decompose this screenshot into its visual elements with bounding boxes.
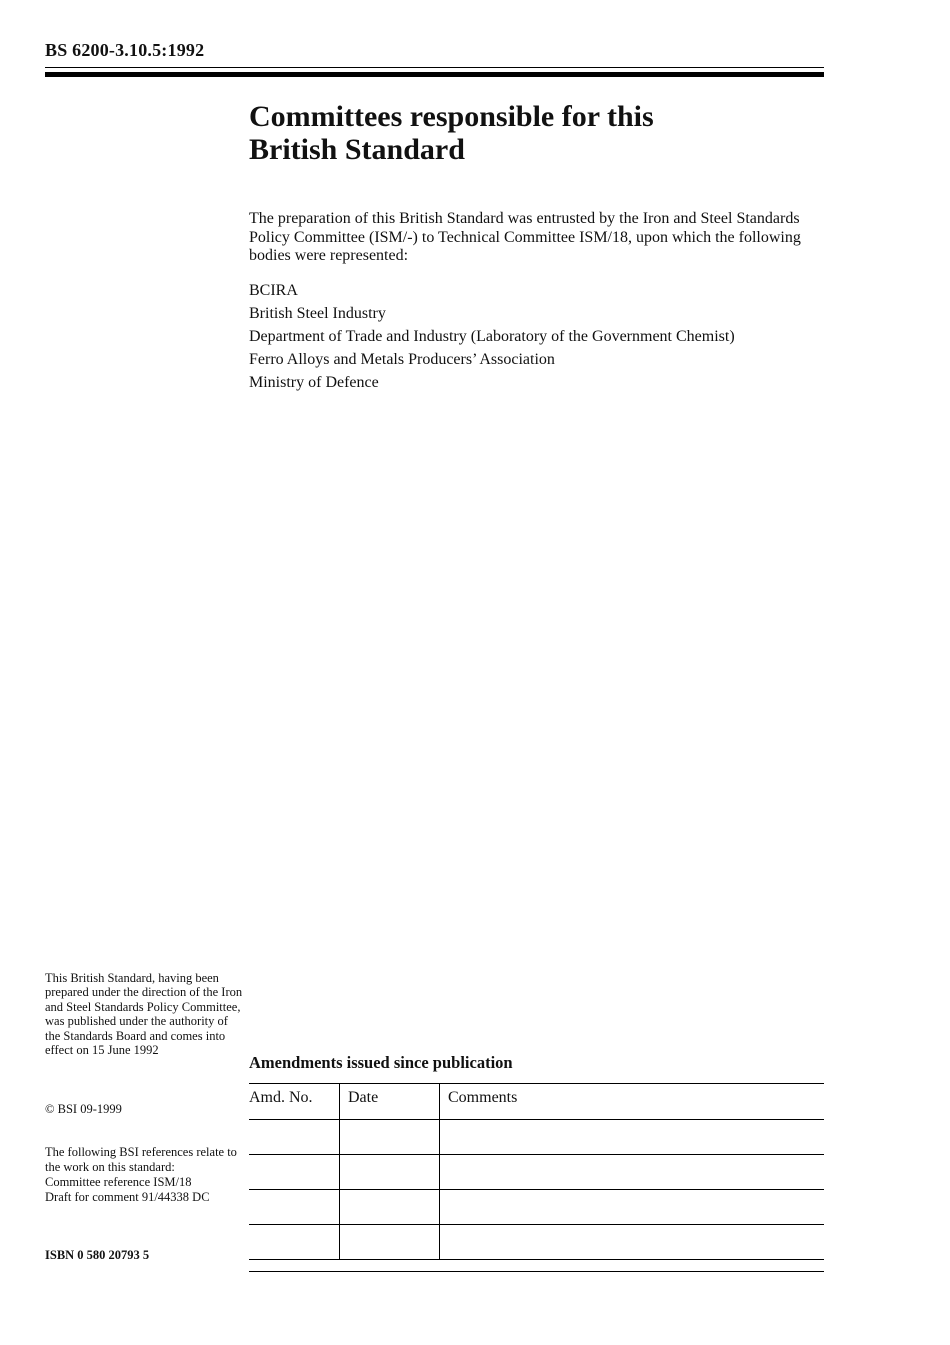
column-header-amd-no: Amd. No. [249,1084,340,1120]
amendments-table [249,1083,824,1260]
column-header-comments: Comments [440,1084,825,1120]
footer-rule [249,1271,824,1272]
draft-reference: Draft for comment 91/44338 DC [45,1190,210,1204]
table-row [249,1190,824,1225]
header-rule-thick [45,72,824,77]
bsi-references [45,1145,245,1205]
table-header-row [249,1084,824,1120]
column-header-date: Date [340,1084,440,1120]
publication-note [45,971,245,1057]
header-rule-thin [45,67,824,68]
table-row [249,1225,824,1260]
amendments-heading: Amendments issued since publication [249,1053,513,1072]
isbn: ISBN 0 580 20793 5 [45,1248,150,1262]
publication-note-text: This British Standard, having been prepared under the direction of the Iron and Steel Standards Policy Committee, was published under the authority of the Standards Board and comes into effect on 15 June 1992 [45,971,243,1058]
intro-paragraph: The preparation of this British Standard was entrusted by the Iron and Steel Standards Policy Committee (ISM/-) to Technical Committee ISM/18, upon which the following bodies were represented: [249,210,801,264]
copyright-notice: © BSI 09-1999 [45,1102,122,1116]
refs-intro: The following BSI references relate to the work on this standard: [45,1145,237,1174]
table-row [249,1120,824,1155]
list-item: Department of Trade and Industry (Laboratory of the Government Chemist) [249,328,735,345]
title-line-2: British Standard [249,133,465,166]
list-item: Ministry of Defence [249,374,379,391]
list-item: British Steel Industry [249,305,386,322]
list-item: Ferro Alloys and Metals Producers’ Association [249,351,555,368]
represented-bodies-list [249,282,735,397]
document-code: BS 6200-3.10.5:1992 [45,40,205,60]
table-row [249,1155,824,1190]
page-title [249,100,809,166]
title-line-1: Committees responsible for this [249,100,654,133]
list-item: BCIRA [249,282,298,299]
committee-reference: Committee reference ISM/18 [45,1175,192,1189]
